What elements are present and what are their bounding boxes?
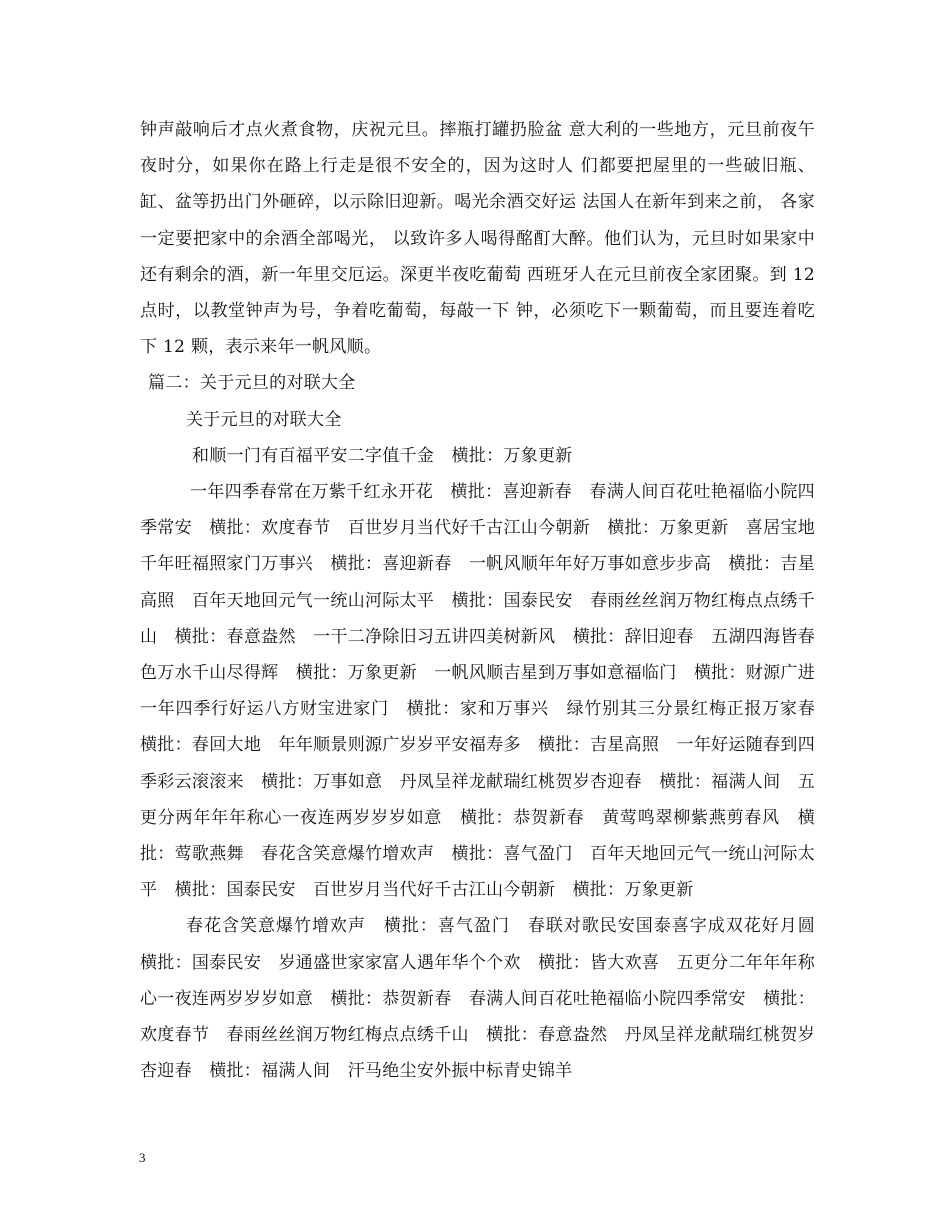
- document-body: [140, 112, 833, 1089]
- couplet-paragraph-list-2: 春花含笑意爆竹增欢声 横批：喜气盈门 春联对歌民安国泰喜字成双花好月圆 横批：国泰民安 岁通盛世家家富人遇年华个个欢 横批：皆大欢喜 五更分二年年年称心一夜连两岁岁岁如意 横批：恭贺新春 春满人间百花吐艳福临小院四季常安 横批：欢度春节 春雨丝丝润万物红梅点点绣千山 横批：春意盎然 丹凤呈祥龙献瑞红桃贺岁杏迎春 横批：福满人间 汗马绝尘安外振中标青史锦羊: [140, 916, 833, 1082]
- section-title: 关于元旦的对联大全: [186, 409, 342, 430]
- page-number: 3: [139, 1150, 146, 1165]
- couplet-paragraph-intro: 和顺一门有百福平安二字值千金 横批：万象更新: [192, 445, 573, 466]
- paragraph-new-year-customs: 钟声敲响后才点火煮食物，庆祝元旦。摔瓶打罐扔脸盆 意大利的一些地方，元旦前夜午夜时分，如果你在路上行走是很不安全的，因为这时人 们都要把屋里的一些破旧瓶、缸、盆等扔出门外砸碎，以示除旧迎新。喝光余酒交好运 法国人在新年到来之前， 各家一定要把家中的余酒全部喝光， 以致许多人喝得酩酊大醉。他们认为，元旦时如果家中还有剩余的酒，新一年里交厄运。深更半夜吃葡萄 西班牙人在元旦前夜全家团聚。到 12 点时，以教堂钟声为号，争着吃葡萄，每敲一下 钟，必须吃下一颗葡萄，而且要连着吃下 12 颗，表示来年一帆风顺。: [140, 120, 815, 358]
- section-heading: 篇二：关于元旦的对联大全: [148, 373, 356, 394]
- couplet-paragraph-list-1: 一年四季春常在万紫千红永开花 横批：喜迎新春 春满人间百花吐艳福临小院四季常安 横批：欢度春节 百世岁月当代好千古江山今朝新 横批：万象更新 喜居宝地千年旺福照家门万事兴 横批：喜迎新春 一帆风顺年年好万事如意步步高 横批：吉星高照 百年天地回元气一统山河际太平 横批：国泰民安 春雨丝丝润万物红梅点点绣千山 横批：春意盎然 一干二净除旧习五讲四美树新风 横批：辞旧迎春 五湖四海皆春色万水千山尽得辉 横批：万象更新 一帆风顺吉星到万事如意福临门 横批：财源广进 一年四季行好运八方财宝进家门 横批：家和万事兴 绿竹别其三分景红梅正报万家春 横批：春回大地 年年顺景则源广岁岁平安福寿多 横批：吉星高照 一年好运随春到四季彩云滚滚来 横批：万事如意 丹凤呈祥龙献瑞红桃贺岁杏迎春 横批：福满人间 五更分两年年年称心一夜连两岁岁岁如意 横批：恭贺新春 黄莺鸣翠柳紫燕剪春风 横批：莺歌燕舞 春花含笑意爆竹增欢声 横批：喜气盈门 百年天地回元气一统山河际太平 横批：国泰民安 百世岁月当代好千古江山今朝新 横批：万象更新: [140, 482, 833, 901]
